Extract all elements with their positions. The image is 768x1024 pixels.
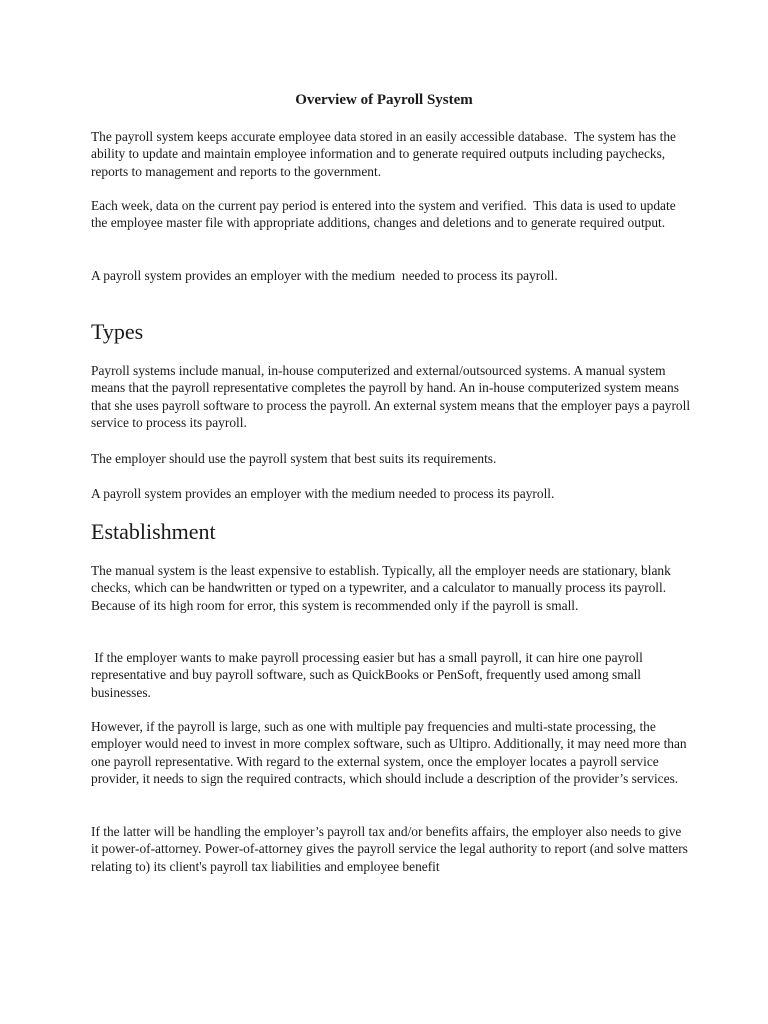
intro-paragraph-3: A payroll system provides an employer with the medium needed to process its payroll. <box>91 268 558 283</box>
establishment-heading: Establishment <box>91 519 216 544</box>
establishment-paragraph-3: However, if the payroll is large, such as one with multiple pay frequencies and multi-state processing, the employer would need to invest in more complex software, such as Ultipro. Additionally, it may need more than one payroll representative. With regard to the external system, once the employer locates a payroll service provider, it needs to sign the required contracts, which should include a description of the provider’s services. <box>91 719 690 786</box>
document-title: Overview of Payroll System <box>295 92 473 108</box>
types-paragraph-2: The employer should use the payroll system that best suits its requirements. <box>91 451 497 466</box>
establishment-paragraph-1: The manual system is the least expensive to establish. Typically, all the employer needs are stationary, blank checks, which can be handwritten or typed on a typewriter, and a calculator to manually process its payroll. Because of its high room for error, this system is recommended only if the payroll is small. <box>91 563 675 613</box>
types-heading: Types <box>91 319 144 344</box>
intro-paragraph-2: Each week, data on the current pay period is entered into the system and verified. This data is used to update the employee master file with appropriate additions, changes and deletions and to generate required output. <box>91 198 680 231</box>
establishment-paragraph-2: If the employer wants to make payroll processing easier but has a small payroll, it can hire one payroll representative and buy payroll software, such as QuickBooks or PenSoft, frequently used among small businesses. <box>91 650 647 700</box>
establishment-paragraph-4: If the latter will be handling the employer’s payroll tax and/or benefits affairs, the employer also needs to give it power-of-attorney. Power-of-attorney gives the payroll service the legal authority to report (and solve matters relating to) its client's payroll tax liabilities and employee benefit <box>91 824 692 874</box>
types-paragraph-3: A payroll system provides an employer with the medium needed to process its payroll. <box>91 486 555 501</box>
types-paragraph-1: Payroll systems include manual, in-house computerized and external/outsourced systems. A manual system means that the payroll representative completes the payroll by hand. An in-house computerized system means that she uses payroll software to process the payroll. An external system means that the employer pays a payroll service to process its payroll. <box>91 363 694 430</box>
intro-paragraph-1: The payroll system keeps accurate employee data stored in an easily accessible database. The system has the ability to update and maintain employee information and to generate required outputs including paychecks, reports to management and reports to the government. <box>91 129 680 179</box>
